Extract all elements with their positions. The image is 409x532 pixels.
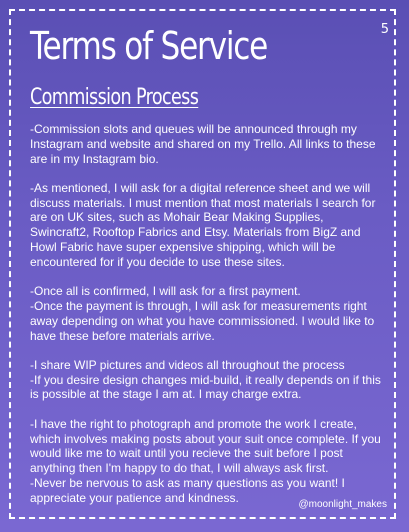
paragraph-line: -As mentioned, I will ask for a digital reference sheet and we will discuss materials. I must mention that most materials I search for are on UK sites, such as Mohair Bear Making Supplies, Swincraft2, Rooftop Fabrics and Etsy. Materials from BigZ and Howl Fabric have super expensive shipping, which will be encountered for if you decide to use these sites. [30, 180, 376, 269]
paragraph-payment [30, 284, 385, 343]
terms-body [30, 122, 385, 520]
page-title: Terms of Service [30, 24, 268, 68]
paragraph-line: -Once the payment is through, I will ask for measurements right away depending on what you have commissioned. I would like to have these before materials arrive. [30, 298, 375, 343]
section-subtitle: Commission Process [30, 85, 199, 110]
paragraph-line: -Never be nervous to ask as many questions as you want! I appreciate your patience and kindness. [30, 475, 345, 505]
paragraph-line: -I share WIP pictures and videos all throughout the process [30, 357, 345, 372]
paragraph-commission-slots [30, 122, 385, 166]
paragraph-line: -Commission slots and queues will be announced through my Instagram and website and shared on my Trello. All links to these are in my Instagram bio. [30, 122, 376, 166]
paragraph-rights [30, 417, 385, 506]
paragraph-wip [30, 358, 385, 402]
page-number: 5 [380, 22, 389, 37]
paragraph-line: -If you desire design changes mid-build, it really depends on if this is possible at the stage I am at. I may charge extra. [30, 372, 381, 402]
social-handle: @moonlight_makes [298, 499, 387, 510]
paragraph-line: -I have the right to photograph and promote the work I create, which involves making posts about your suit once complete. If you would like me to wait until you recieve the suit before I post anything then I'm happy to do that, I will always ask first. [30, 416, 381, 476]
paragraph-materials [30, 181, 385, 270]
paragraph-line: -Once all is confirmed, I will ask for a first payment. [30, 284, 301, 299]
